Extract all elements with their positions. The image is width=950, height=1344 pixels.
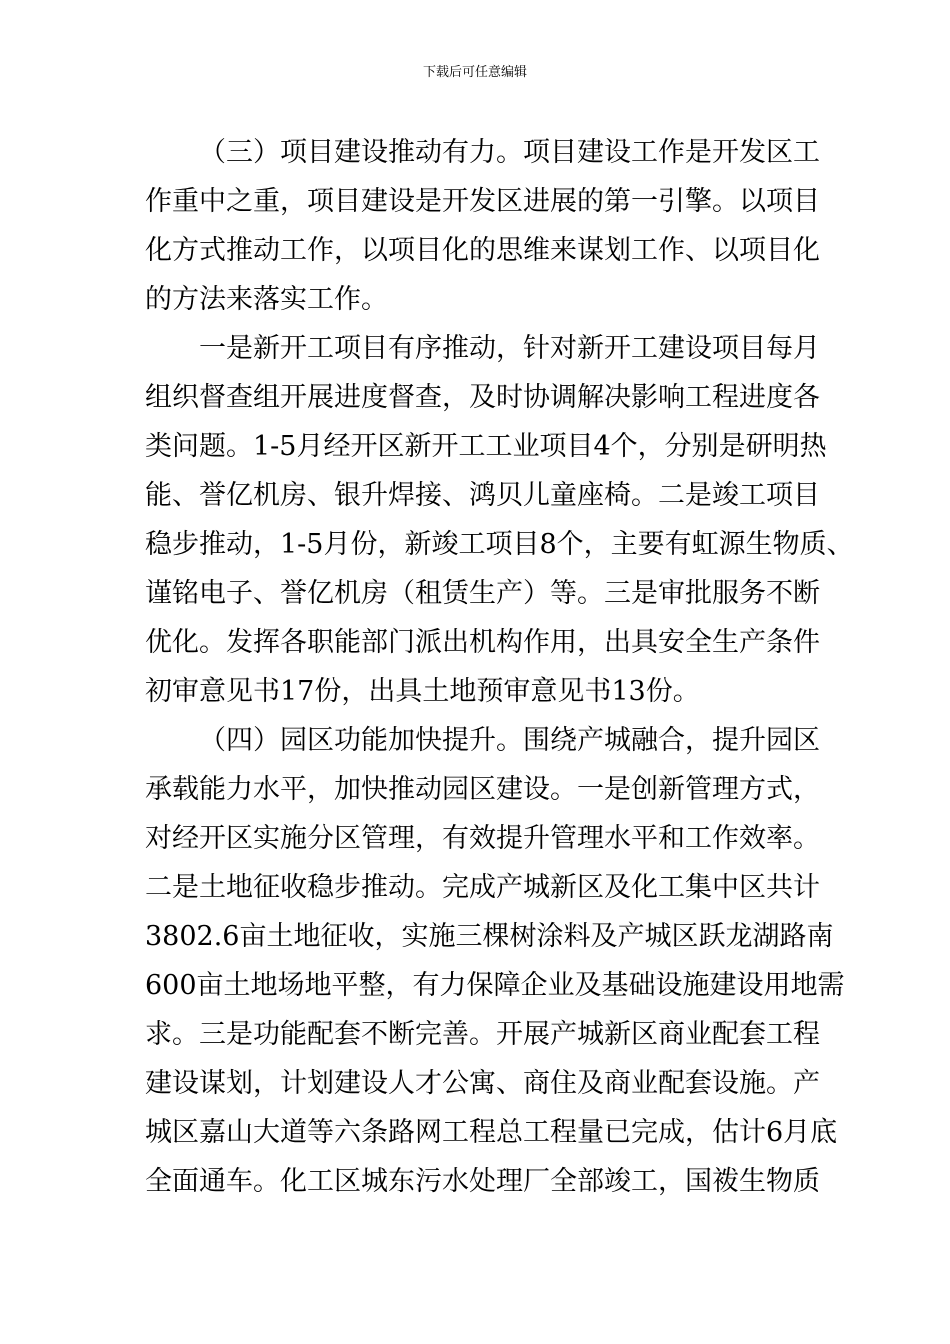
text-line: （四）园区功能加快提升。围绕产城融合，提升园区 (199, 725, 820, 756)
text-line: 作重中之重，项目建设是开发区进展的第一引擎。以项目 (145, 186, 820, 217)
text-line: 全面通车。化工区城东污水处理厂全部竣工，国袯生物质 (145, 1166, 820, 1197)
text-line: 一是新开工项目有序推动，针对新开工建设项目每月 (199, 333, 820, 364)
text-line: 城区嘉山大道等六条路网工程总工程量已完成，估计6月底 (145, 1117, 838, 1148)
text-line: 对经开区实施分区管理，有效提升管理水平和工作效率。 (145, 823, 820, 854)
paragraph-new-projects (145, 324, 854, 716)
text-line: 稳步推动，1-5月份，新竣工项目8个，主要有虹源生物质、 (145, 529, 854, 560)
text-line: 建设谋划，计划建设人才公寓、商住及商业配套设施。产 (145, 1068, 820, 1099)
text-line: 二是土地征收稳步推动。完成产城新区及化工集中区共计 (145, 872, 820, 903)
text-line: （三）项目建设推动有力。项目建设工作是开发区工 (199, 137, 820, 168)
text-line: 组织督查组开展进度督查，及时协调解决影响工程进度各 (145, 382, 820, 413)
paragraph-project-construction (145, 128, 820, 324)
text-line: 承载能力水平，加快推动园区建设。一是创新管理方式， (145, 774, 820, 805)
text-line: 能、誉亿机房、银升焊接、鸿贝儿童座椅。二是竣工项目 (145, 480, 820, 511)
document-body (145, 128, 854, 1206)
text-line: 化方式推动工作，以项目化的思维来谋划工作、以项目化 (145, 235, 820, 266)
text-line: 的方法来落实工作。 (145, 284, 388, 315)
text-line: 谨铭电子、誉亿机房（租赁生产）等。三是审批服务不断 (145, 578, 820, 609)
text-line: 初审意见书17份，出具土地预审意见书13份。 (145, 676, 700, 707)
text-line: 求。三是功能配套不断完善。开展产城新区商业配套工程 (145, 1019, 820, 1050)
page-header: 下载后可任意编辑 (422, 65, 527, 80)
text-line: 600亩土地场地平整，有力保障企业及基础设施建设用地需 (145, 970, 845, 1001)
text-line: 3802.6亩土地征收，实施三棵树涂料及产城区跃龙湖路南 (145, 921, 834, 952)
paragraph-park-functions (145, 716, 845, 1206)
text-line: 类问题。1-5月经开区新开工工业项目4个，分别是研明热 (145, 431, 827, 462)
text-line: 优化。发挥各职能部门派出机构作用，出具安全生产条件 (145, 627, 820, 658)
